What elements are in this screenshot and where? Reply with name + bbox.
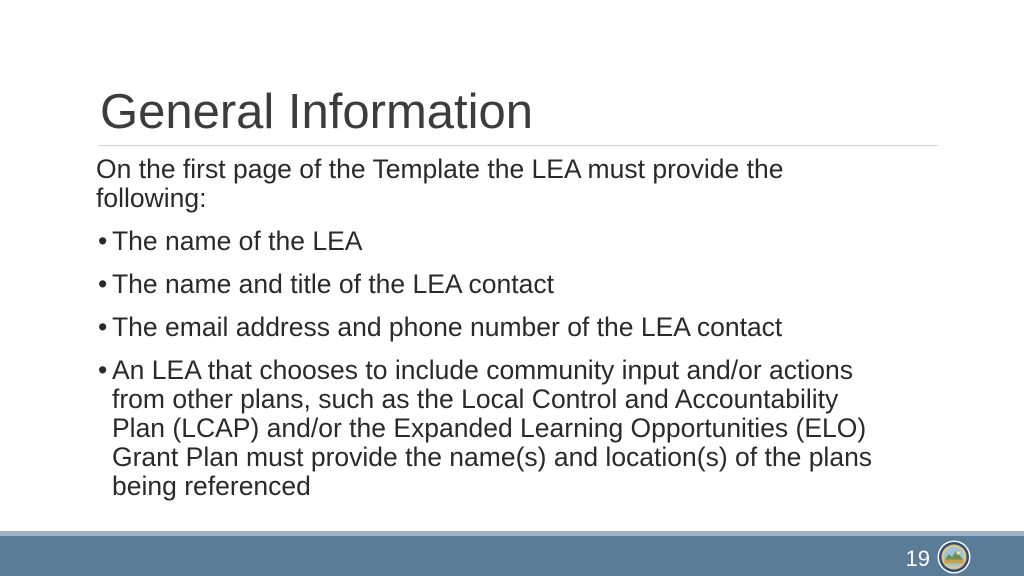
bullet-item	[96, 356, 896, 501]
slide-body	[96, 155, 896, 501]
bullet-text: The name of the LEA	[112, 226, 363, 256]
bullet-item	[96, 270, 896, 299]
page-number: 19	[905, 546, 930, 571]
bullet-item	[96, 227, 896, 256]
bullet-item	[96, 313, 896, 342]
bullet-text: The email address and phone number of the LEA contact	[112, 312, 783, 342]
title-divider	[98, 145, 938, 146]
bullet-text: An LEA that chooses to include community input and/or actions from other plans, such as the Local Control and Accountability Plan (LCAP) and/or the Expanded Learning Opportunities (ELO) Grant Plan must provide the name(s) and location(s) of the plans being referenced	[112, 355, 873, 501]
bullet-marker: •	[98, 355, 108, 385]
bullet-marker: •	[98, 312, 108, 342]
slide-title: General Information	[100, 85, 534, 139]
state-seal-icon	[937, 540, 971, 574]
bullet-marker: •	[98, 269, 108, 299]
footer-bar	[0, 536, 1024, 576]
intro-text: On the first page of the Template the LEA must provide the following:	[96, 154, 784, 213]
bullet-text: The name and title of the LEA contact	[112, 269, 554, 299]
bullet-list	[96, 227, 896, 501]
bullet-marker: •	[98, 226, 108, 256]
